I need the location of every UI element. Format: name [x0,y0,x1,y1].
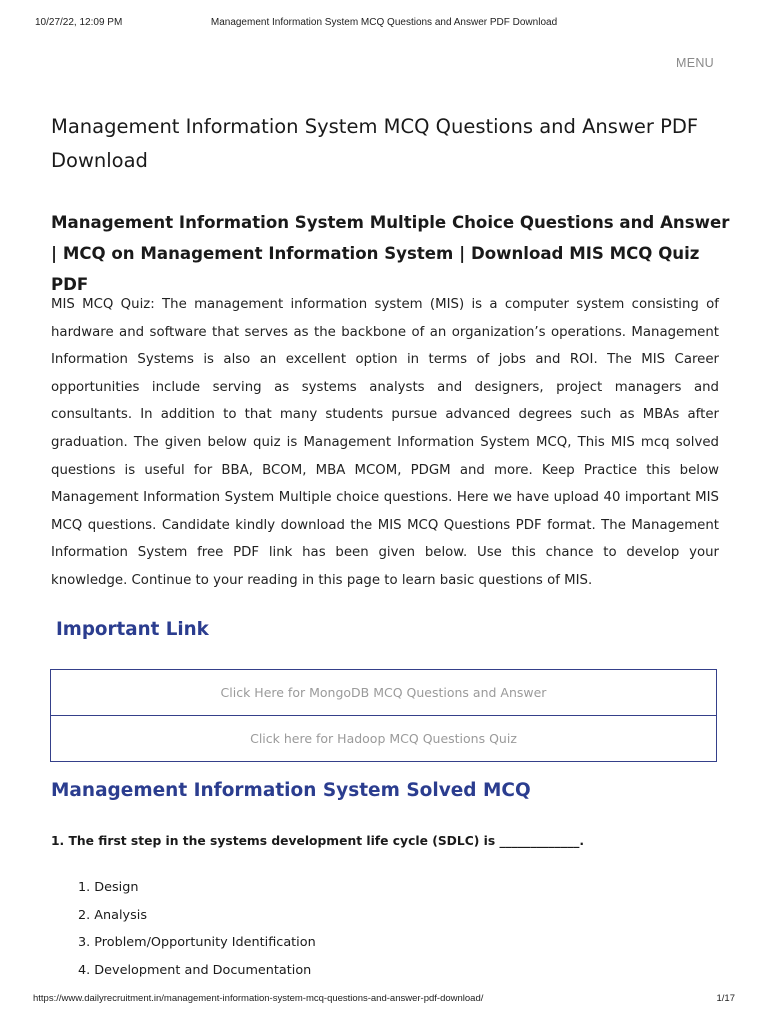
mongodb-mcq-link[interactable]: Click Here for MongoDB MCQ Questions and Answer [220,685,547,700]
important-links-table [50,669,717,762]
print-page-title: Management Information System MCQ Questions and Answer PDF Download [210,17,558,28]
menu-button[interactable]: MENU [675,56,714,70]
page-title: Management Information System MCQ Questions and Answer PDF Download [51,115,699,172]
print-header [0,17,768,33]
intro-paragraph [51,291,719,595]
page-number: 1/17 [716,993,735,1004]
hadoop-mcq-link[interactable]: Click here for Hadoop MCQ Questions Quiz [51,715,716,761]
intro-body: The management information system (MIS) is a computer system consisting of hardware and software that serves as the backbone of an organization’s operations. Management Information Systems is also an excellent option in terms of jobs and ROI. The MIS Career opportunities include serving as systems analysts and designers, project managers and consultants. In addition to that many students pursue advanced degrees such as MBAs after graduation. The given below quiz is Management Information System MCQ, This MIS mcq solved questions is useful for BBA, BCOM, MBA MCOM, PDGM and more. Keep Practice this below Management Information System Multiple choice questions. Here we have upload 40 important MIS MCQ questions. Candidate kindly download the MIS MCQ Questions PDF format. The Management Information System free PDF link has been given below. Use this chance to develop your knowledge. Continue to your reading in this page to learn basic questions of MIS. [51,297,719,588]
option-item: 3. Problem/Opportunity Identification [78,935,316,951]
question-1: 1. The first step in the systems development life cycle (SDLC) is _____________. [51,834,585,848]
article-subtitle: Management Information System Multiple Choice Questions and Answer | MCQ on Management Information System | Download MIS MCQ Quiz PDF [51,213,730,294]
print-url: https://www.dailyrecruitment.in/management-information-system-mcq-questions-and-answer-pdf-download/ [33,993,484,1004]
option-item: 2. Analysis [78,907,148,923]
solved-mcq-heading: Management Information System Solved MCQ [51,780,531,801]
important-link-heading: Important Link [56,619,209,640]
option-item: 1. Design [78,880,139,895]
option-item: 4. Development and Documentation [78,962,312,978]
print-footer [0,993,768,1009]
intro-lead: MIS MCQ Quiz: [51,297,155,312]
print-datetime: 10/27/22, 12:09 PM [35,17,123,28]
question-1-options [78,874,316,984]
